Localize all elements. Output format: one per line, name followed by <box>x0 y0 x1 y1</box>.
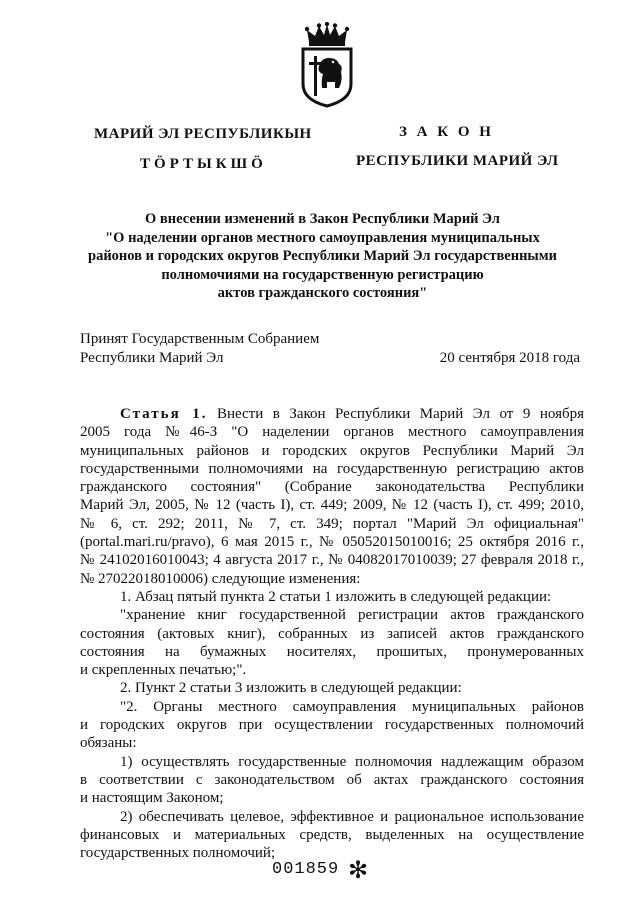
coat-of-arms-icon <box>297 22 357 108</box>
item2-sub1-line: 1) осуществлять государственные полномочия надлежащим образом <box>120 753 584 770</box>
header-right-line1: З А К О Н <box>399 124 494 140</box>
adoption-date: 20 сентября 2018 года <box>439 349 580 366</box>
item1-quote-line: и скрепленных печатью;". <box>80 662 247 679</box>
article-line: 2005 года №46-З "О наделении органов местного самоуправления <box>80 424 584 441</box>
star-icon: ✻ <box>348 858 369 884</box>
title-line: районов и городских округов Республики Марий Эл государственными <box>88 248 557 264</box>
header-left-line1: МАРИЙ ЭЛ РЕСПУБЛИКЫН <box>94 126 312 142</box>
title-line: "О наделении органов местного самоуправления муниципальных <box>105 229 540 246</box>
item2-quote-line: и городских округов при осуществлении государственных полномочий <box>80 717 584 734</box>
article-line: № 6, ст. 292; 2011, № 7, ст. 349; портал "Марий Эл официальная" <box>80 515 584 532</box>
article-label: Статья 1. <box>120 406 208 422</box>
article-line: государственными полномочиями на государственную регистрацию актов <box>80 460 584 477</box>
article-first-line-text: Внести в Закон Республики Марий Эл от 9 ноября <box>216 406 584 422</box>
item2-quote-line: "2. Органы местного самоуправления муниципальных районов <box>120 698 584 715</box>
item2-sub2-line: финансовых и материальных средств, выделенных на осуществление <box>80 826 584 843</box>
article-line: (portal.mari.ru/pravo), 6 мая 2015 г., № 05052015010016; 25 октября 2016 г., <box>80 534 584 551</box>
article-line: муниципальных районов и городских округов Республики Марий Эл <box>80 442 584 459</box>
item2-quote-line: обязаны: <box>80 735 137 752</box>
item1-quote-line: "хранение книг государственной регистрации актов гражданского <box>120 607 584 624</box>
item2-intro: 2. Пункт 2 статьи 3 изложить в следующей редакции: <box>120 680 462 697</box>
adopted-line1: Принят Государственным Собранием <box>80 331 320 347</box>
article-line: Марий Эл, 2005, № 12 (часть I), ст. 449; 2009, № 12 (часть I), ст. 499; 2010, <box>80 497 584 514</box>
article-line: № 24102016010043; 4 августа 2017 г., № 04082017010039; 27 февраля 2018 г., <box>80 552 584 569</box>
item2-sub2-line: 2) обеспечивать целевое, эффективное и рациональное использование <box>120 808 584 825</box>
item1-quote-line: состояния на бумажных носителях, прошитых, пронумерованных <box>80 643 584 660</box>
item1-quote-line: состояния (актовых книг), собранных из записей актов гражданского <box>80 625 584 642</box>
law-body <box>80 405 584 862</box>
adoption-block <box>80 330 580 367</box>
header-right-line2: РЕСПУБЛИКИ МАРИЙ ЭЛ <box>356 153 559 169</box>
title-line: актов гражданского состояния" <box>217 285 428 301</box>
serial-number: 001859 <box>272 860 340 879</box>
item2-sub1-line: и настоящим Законом; <box>80 790 224 807</box>
article-first-line <box>80 405 584 423</box>
article-line: гражданского состояния" (Собрание законодательства Республики <box>80 479 584 496</box>
title-line: О внесении изменений в Закон Республики Марий Эл <box>145 211 500 227</box>
law-title <box>60 210 585 303</box>
item2-sub1-line: в соответствии с законодательством об актах гражданского состояния <box>80 771 584 788</box>
title-line: полномочиями на государственную регистрацию <box>161 266 484 283</box>
item2-sub2-line: государственных полномочий; <box>80 845 276 862</box>
item1-intro: 1. Абзац пятый пункта 2 статьи 1 изложить в следующей редакции: <box>120 588 552 605</box>
article-line: № 27022018010006) следующие изменения: <box>80 570 361 587</box>
header-left-line2: ТӦРТЫКШӦ <box>140 156 267 172</box>
adopted-line2: Республики Марий Эл <box>80 349 224 366</box>
